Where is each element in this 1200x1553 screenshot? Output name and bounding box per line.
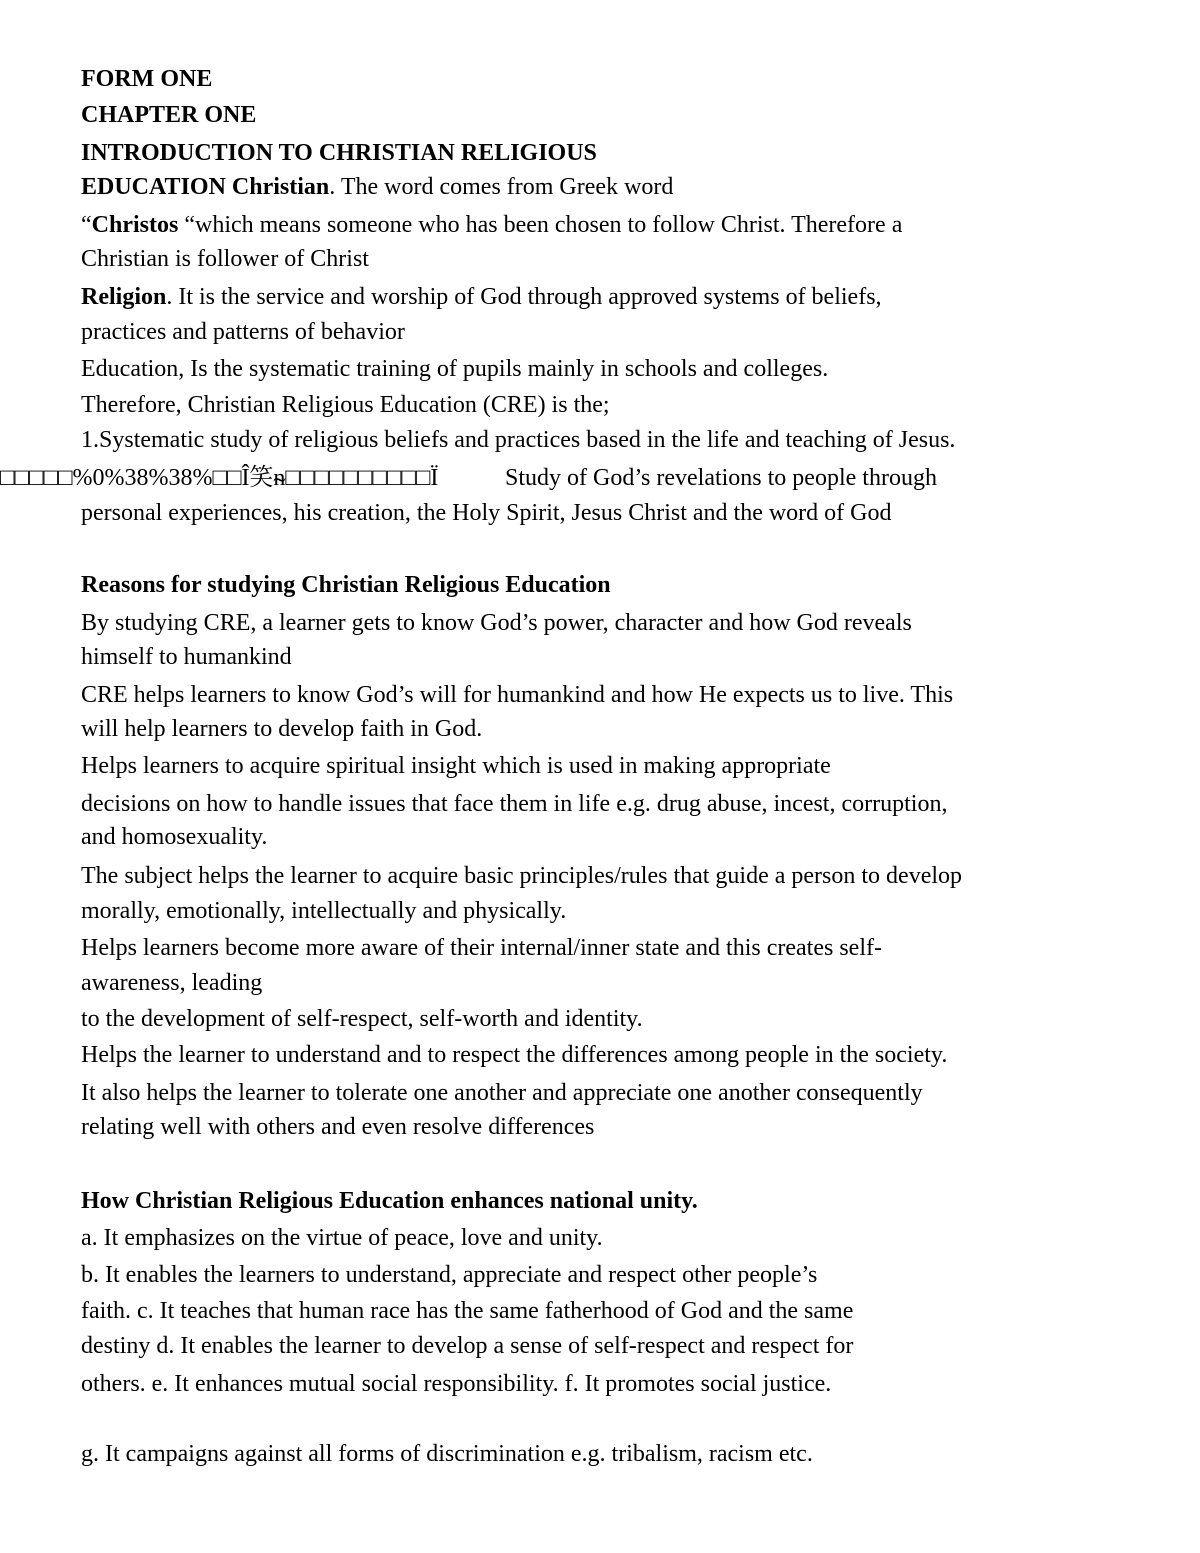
reasons-line: Helps learners become more aware of their internal/inner state and this creates self- — [81, 935, 882, 961]
religion-definition-line — [81, 282, 882, 312]
unity-last-line: g. It campaigns against all forms of discrimination e.g. tribalism, racism etc. — [81, 1441, 813, 1467]
reasons-line: will help learners to develop faith in God. — [81, 716, 483, 742]
unity-heading: How Christian Religious Education enhances national unity. — [81, 1188, 698, 1214]
intro-heading-line2: EDUCATION — [81, 174, 226, 200]
cre-definition-intro: Therefore, Christian Religious Education (CRE) is the; — [81, 392, 610, 418]
reasons-line: CRE helps learners to know God’s will for humankind and how He expects us to live. This — [81, 682, 954, 708]
reasons-line: By studying CRE, a learner gets to know God’s power, character and how God reveals — [81, 610, 912, 636]
unity-line: destiny d. It enables the learner to develop a sense of self-respect and respect for — [81, 1333, 854, 1359]
christos-term: Christos — [91, 212, 179, 238]
religion-definition-line2: practices and patterns of behavior — [81, 319, 405, 345]
unity-line: a. It emphasizes on the virtue of peace, love and unity. — [81, 1225, 603, 1251]
reasons-line: Helps learners to acquire spiritual insight which is used in making appropriate — [81, 753, 831, 779]
christian-term: Christian — [231, 174, 330, 200]
christos-definition-line2: Christian is follower of Christ — [81, 246, 369, 272]
christian-definition-line — [81, 172, 673, 202]
reasons-line: It also helps the learner to tolerate one another and appreciate one another consequently — [81, 1080, 923, 1106]
chapter-title: CHAPTER ONE — [81, 102, 257, 128]
religion-term: Religion — [81, 284, 167, 310]
reasons-line: awareness, leading — [81, 970, 263, 996]
religion-def-text: . It is the service and worship of God through approved systems of beliefs, — [166, 284, 882, 310]
cre-definition-2-line1: Study of God’s revelations to people through — [505, 465, 937, 491]
unity-line: b. It enables the learners to understand, appreciate and respect other people’s — [81, 1262, 818, 1288]
reasons-line: himself to humankind — [81, 644, 292, 670]
reasons-line: and homosexuality. — [81, 824, 268, 850]
reasons-line: Helps the learner to understand and to respect the differences among people in the society. — [81, 1042, 948, 1068]
christos-open-quote: “ — [81, 212, 92, 238]
cre-definition-1: 1.Systematic study of religious beliefs and practices based in the life and teaching of Jesus. — [81, 427, 956, 453]
garbled-text: □□□□□%0%38%38%□□Î笑ᵰ□□□□□□□□□□Ï — [0, 465, 439, 491]
education-definition: Education, Is the systematic training of pupils mainly in schools and colleges. — [81, 356, 829, 382]
reasons-heading: Reasons for studying Christian Religious Education — [81, 572, 611, 598]
christos-definition-line — [81, 210, 902, 240]
reasons-line: morally, emotionally, intellectually and physically. — [81, 898, 567, 924]
reasons-line: decisions on how to handle issues that face them in life e.g. drug abuse, incest, corruption, — [81, 791, 948, 817]
form-title: FORM ONE — [81, 66, 213, 92]
unity-line: faith. c. It teaches that human race has the same fatherhood of God and the same — [81, 1298, 854, 1324]
reasons-line: relating well with others and even resolve differences — [81, 1114, 595, 1140]
intro-heading-line1: INTRODUCTION TO CHRISTIAN RELIGIOUS — [81, 140, 597, 166]
cre-definition-2-line2: personal experiences, his creation, the Holy Spirit, Jesus Christ and the word of God — [81, 500, 892, 526]
unity-line: others. e. It enhances mutual social responsibility. f. It promotes social justice. — [81, 1371, 832, 1397]
christian-def-text: . The word comes from Greek word — [329, 174, 674, 200]
christos-def-text: “which means someone who has been chosen to follow Christ. Therefore a — [178, 212, 903, 238]
reasons-line: The subject helps the learner to acquire basic principles/rules that guide a person to develop — [81, 863, 963, 889]
reasons-line: to the development of self-respect, self-worth and identity. — [81, 1006, 643, 1032]
